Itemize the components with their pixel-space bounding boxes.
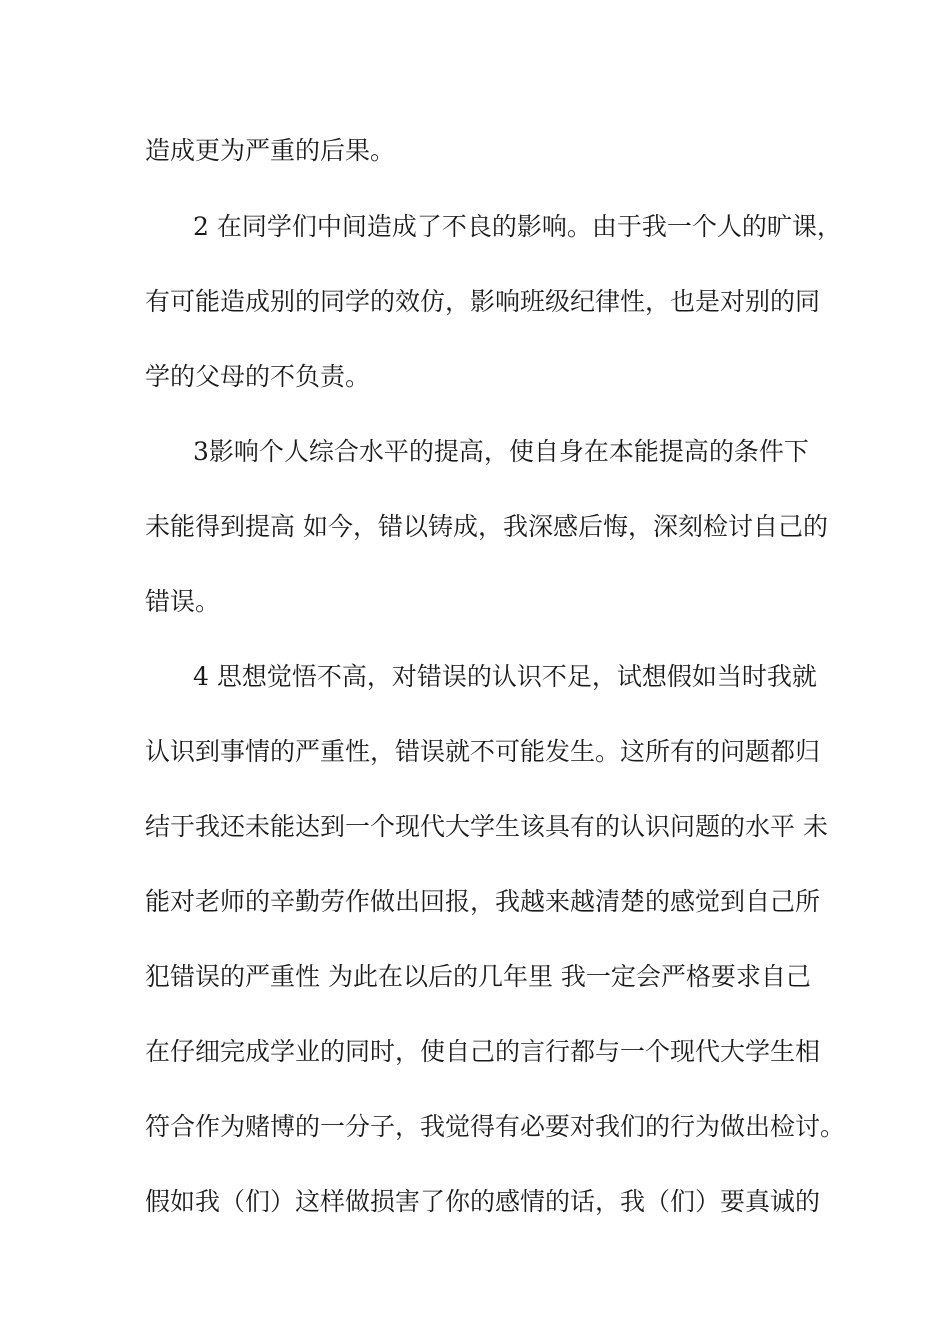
text-line: 未能得到提高 如今，错以铸成，我深感后悔，深刻检讨自己的 <box>145 512 828 541</box>
text-line: 造成更为严重的后果。 <box>145 136 396 165</box>
text-line: 能对老师的辛勤劳作做出回报，我越来越清楚的感觉到自己所 <box>145 887 821 916</box>
text-line: 学的父母的不负责。 <box>145 362 371 391</box>
text-line: 4 思想觉悟不高，对错误的认识不足，试想假如当时我就 <box>193 662 817 691</box>
text-line: 假如我（们）这样做损害了你的感情的话，我（们）要真诚的 <box>145 1187 821 1216</box>
text-line: 认识到事情的严重性，错误就不可能发生。这所有的问题都归 <box>145 737 821 766</box>
text-line: 3影响个人综合水平的提高，使自身在本能提高的条件下 <box>193 437 809 466</box>
text-line: 有可能造成别的同学的效仿，影响班级纪律性，也是对别的同 <box>145 287 821 316</box>
text-line: 犯错误的严重性 为此在以后的几年里 我一定会严格要求自己 <box>145 962 811 991</box>
text-line: 符合作为赌博的一分子，我觉得有必要对我们的行为做出检讨。 <box>145 1112 846 1141</box>
text-line: 在仔细完成学业的同时，使自己的言行都与一个现代大学生相 <box>145 1037 821 1066</box>
text-line: 结于我还未能达到一个现代大学生该具有的认识问题的水平 未 <box>145 812 828 841</box>
text-line: 错误。 <box>145 587 221 616</box>
text-line: 2 在同学们中间造成了不良的影响。由于我一个人的旷课， <box>193 212 842 241</box>
